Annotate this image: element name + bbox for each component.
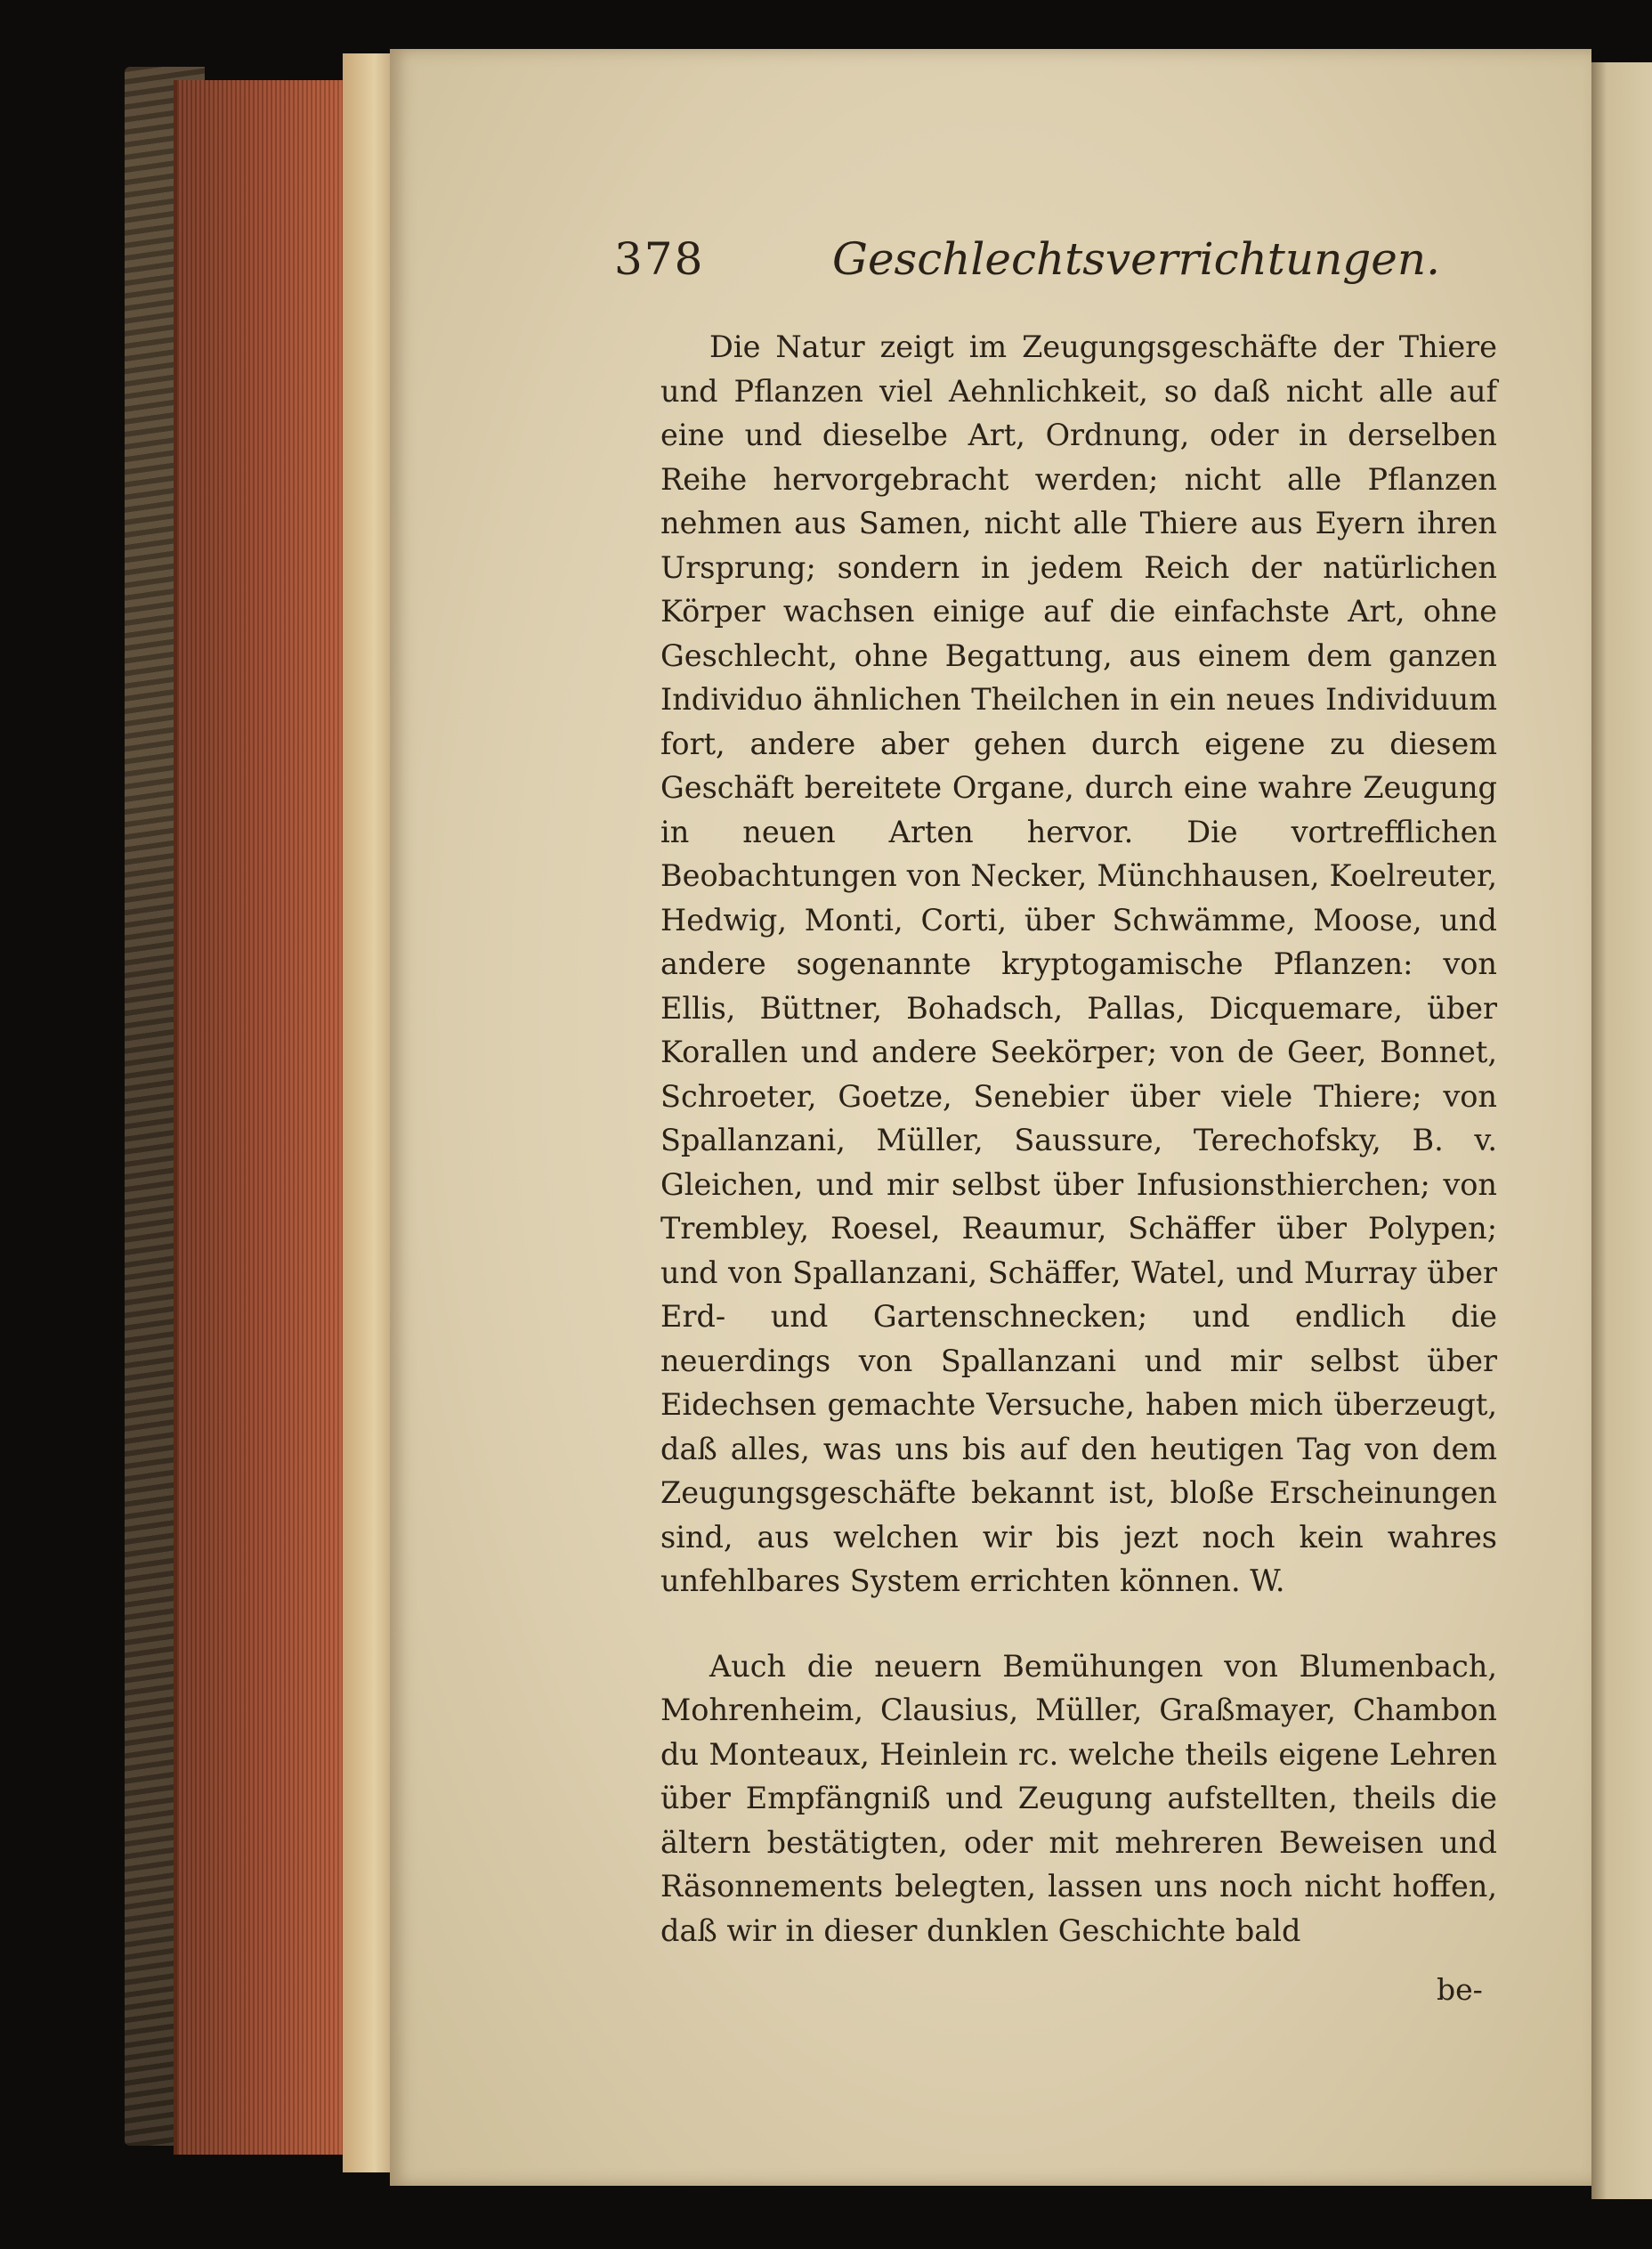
body-text <box>660 325 1497 1953</box>
paragraph-1: Die Natur zeigt im Zeugungsgeschäfte der Thiere und Pflanzen viel Aehnlichkeit, so daß nicht alle auf eine und dieselbe Art, Ordnung, oder in derselben Reihe hervorgebracht werden; nicht alle Pflanzen nehmen aus Samen, nicht alle Thiere aus Eyern ihren Ursprung; sondern in jedem Reich der natürlichen Körper wachsen einige auf die einfachste Art, ohne Geschlecht, ohne Begattung, aus einem dem ganzen Individuo ähnlichen Theilchen in ein neues Individuum fort, andere aber gehen durch eigene zu diesem Geschäft bereitete Organe, durch eine wahre Zeugung in neuen Arten hervor. Die vortrefflichen Beobachtungen von Necker, Münchhausen, Koelreuter, Hedwig, Monti, Corti, über Schwämme, Moose, und andere sogenannte kryptogamische Pflanzen: von Ellis, Büttner, Bohadsch, Pallas, Dicquemare, über Korallen und andere Seekörper; von de Geer, Bonnet, Schroeter, Goetze, Senebier über viele Thiere; von Spallanzani, Müller, Saussure, Terechofsky, B. v. Gleichen, und mir selbst über Infusionsthierchen; von Trembley, Roesel, Reaumur, Schäffer über Polypen; und von Spallanzani, Schäffer, Watel, und Murray über Erd- und Gartenschnecken; und endlich die neuerdings von Spallanzani und mir selbst über Eidechsen gemachte Versuche, haben mich überzeugt, daß alles, was uns bis auf den heutigen Tag von dem Zeugungsgeschäfte bekannt ist, bloße Erscheinungen sind, aus welchen wir bis jezt noch kein wahres unfehlbares System errichten können. W. <box>660 329 1497 1598</box>
catchword: be- <box>1437 1972 1483 2007</box>
running-head: Geschlechtsverrichtungen. <box>832 233 1440 285</box>
page-edge-gilt <box>343 53 396 2172</box>
page-header <box>614 233 1522 304</box>
page-number: 378 <box>614 233 705 285</box>
paragraph-2: Auch die neuern Bemühungen von Blumenbach, Mohrenheim, Clausius, Müller, Graßmayer, Chambon du Monteaux, Heinlein rc. welche theils eigene Lehren über Empfängniß und Zeugung aufstellten, theils die ältern bestätigten, oder mit mehreren Beweisen und Räsonnements belegten, lassen uns noch nicht hoffen, daß wir in dieser dunklen Geschichte bald <box>660 1648 1497 1948</box>
facing-page-edge <box>1591 62 1652 2199</box>
